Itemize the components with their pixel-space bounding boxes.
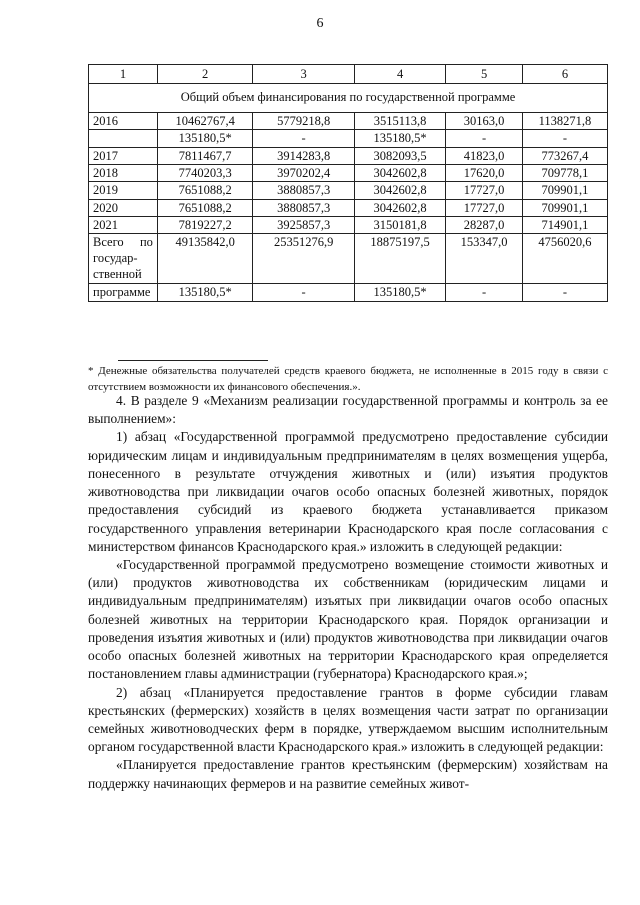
total-label (89, 234, 158, 284)
value-cell: 7740203,3 (157, 164, 252, 181)
page-number: 6 (316, 16, 324, 31)
value-cell: 25351276,9 (253, 234, 355, 284)
value-cell: 709901,1 (522, 182, 607, 199)
value-cell: 3150181,8 (354, 217, 445, 234)
value-cell: 3880857,3 (253, 182, 355, 199)
year-cell: 2016 (89, 112, 158, 129)
year-cell: 2020 (89, 199, 158, 216)
header-cell: 1 (89, 65, 158, 84)
total-label-line: государ- (93, 251, 138, 265)
value-cell: 4756020,6 (522, 234, 607, 284)
value-cell: 17727,0 (446, 199, 523, 216)
value-cell: - (446, 284, 523, 301)
table-row (89, 182, 608, 199)
table-row (89, 164, 608, 181)
value-cell: 153347,0 (446, 234, 523, 284)
header-cell: 5 (446, 65, 523, 84)
value-cell: 135180,5* (157, 130, 252, 147)
paragraph: 2) абзац «Планируется предоставление грантов в форме субсидии главам крестьянских (фермерских) хозяйств в целях возмещения части затрат по организации семейных животноводческих ферм в порядке, утверждаемом высшим исполнительным органом государственной власти Краснодарского края.» изложить в следующей редакции: (88, 684, 608, 755)
value-cell: 3970202,4 (253, 164, 355, 181)
value-cell: 3082093,5 (354, 147, 445, 164)
value-cell: - (522, 284, 607, 301)
total-label-word: по (139, 235, 153, 250)
value-cell: 18875197,5 (354, 234, 445, 284)
total-label-word: Всего (93, 235, 124, 250)
header-cell: 3 (253, 65, 355, 84)
table-row (89, 147, 608, 164)
value-cell: 41823,0 (446, 147, 523, 164)
value-cell: 17620,0 (446, 164, 523, 181)
year-cell (89, 130, 158, 147)
value-cell: 135180,5* (354, 130, 445, 147)
table-row (89, 199, 608, 216)
paragraph: 1) абзац «Государственной программой предусмотрено предоставление субсидии юридическим лицам и индивидуальным предпринимателям в целях возмещения ущерба, понесенного в результате отчуждения животных и (или) изъятия продуктов животноводства при ликвидации очагов особо опасных болезней животных, порядок предоставления субсидий из краевого бюджета устанавливается приказом государственного управления ветеринарии Краснодарского края после согласования с министерством финансов Краснодарского края.» изложить в следующей редакции: (88, 429, 608, 554)
value-cell: 10462767,4 (157, 112, 252, 129)
table-total-row (89, 234, 608, 284)
table-header-row (89, 65, 608, 84)
year-cell: 2021 (89, 217, 158, 234)
value-cell: 773267,4 (522, 147, 607, 164)
value-cell: 17727,0 (446, 182, 523, 199)
table-total-sub-row (89, 284, 608, 301)
table-row (89, 217, 608, 234)
year-cell: 2019 (89, 182, 158, 199)
paragraph: 4. В разделе 9 «Механизм реализации государственной программы и контроль за ее выполнением»: (88, 393, 608, 427)
value-cell: 3925857,3 (253, 217, 355, 234)
value-cell: 3880857,3 (253, 199, 355, 216)
table-title-row (89, 84, 608, 112)
value-cell: 5779218,8 (253, 112, 355, 129)
value-cell: 7651088,2 (157, 199, 252, 216)
value-cell: 30163,0 (446, 112, 523, 129)
value-cell: 714901,1 (522, 217, 607, 234)
value-cell: 135180,5* (157, 284, 252, 301)
value-cell: 28287,0 (446, 217, 523, 234)
paragraph: «Государственной программой предусмотрено возмещение стоимости животных и (или) продуктов животноводства их собственникам (юридическим лицами и индивидуальным предпринимателям) изъятых при ликвидации очагов особо опасных болезней животных на территории Краснодарского края. Порядок организации и проведения изъятия животных и (или) продуктов животноводства при ликвидации очагов особо опасных болезней животных на территории Краснодарского края определяется постановлением главы администрации (губернатора) Краснодарского края.»; (88, 556, 608, 682)
table-row (89, 130, 608, 147)
value-cell: 3042602,8 (354, 199, 445, 216)
value-cell: 7811467,7 (157, 147, 252, 164)
total-label-line: ственной (93, 266, 142, 281)
document-body (88, 392, 608, 793)
value-cell: - (253, 130, 355, 147)
value-cell: 135180,5* (354, 284, 445, 301)
footnote-separator (118, 360, 268, 361)
header-cell: 4 (354, 65, 445, 84)
value-cell: 3042602,8 (354, 182, 445, 199)
value-cell: - (522, 130, 607, 147)
value-cell: 709778,1 (522, 164, 607, 181)
value-cell: 709901,1 (522, 199, 607, 216)
header-cell: 2 (157, 65, 252, 84)
value-cell: - (253, 284, 355, 301)
value-cell: 1138271,8 (522, 112, 607, 129)
paragraph: «Планируется предоставление грантов крестьянским (фермерским) хозяйствам на поддержку начинающих фермеров и на развитие семейных живот- (88, 757, 608, 791)
value-cell: 3515113,8 (354, 112, 445, 129)
year-cell: 2017 (89, 147, 158, 164)
header-cell: 6 (522, 65, 607, 84)
value-cell: 3042602,8 (354, 164, 445, 181)
value-cell: - (446, 130, 523, 147)
value-cell: 3914283,8 (253, 147, 355, 164)
value-cell: 7819227,2 (157, 217, 252, 234)
total-label-line: программе (89, 284, 158, 301)
table-row (89, 112, 608, 129)
table-title: Общий объем финансирования по государственной программе (89, 84, 608, 112)
year-cell: 2018 (89, 164, 158, 181)
value-cell: 49135842,0 (157, 234, 252, 284)
footnote: * Денежные обязательства получателей средств краевого бюджета, не исполненные в 2015 году в связи с отсутствием возможности их финансового обеспечения.». (88, 365, 608, 393)
financing-table (88, 64, 608, 302)
value-cell: 7651088,2 (157, 182, 252, 199)
